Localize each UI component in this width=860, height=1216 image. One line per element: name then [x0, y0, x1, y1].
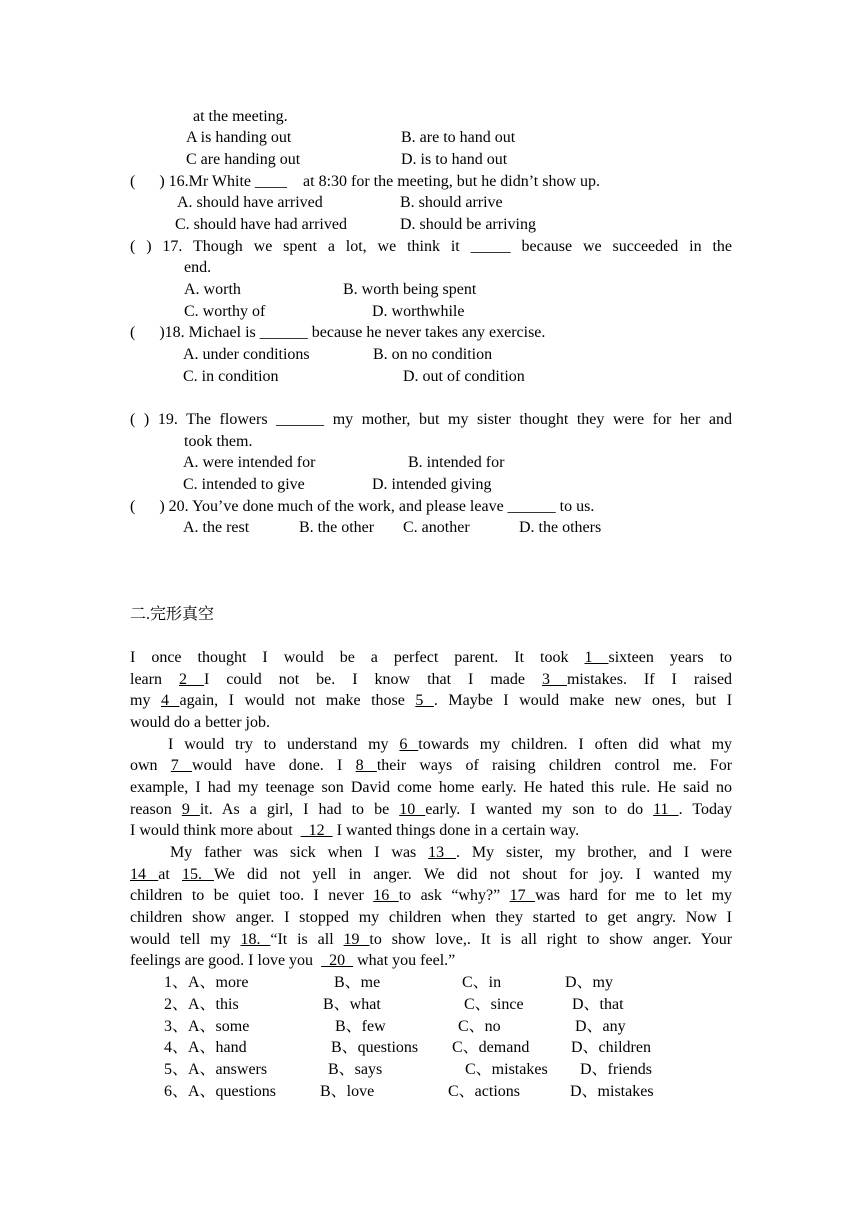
- section-title: 二.完形真空: [130, 606, 215, 623]
- cloze-blank: 13: [428, 844, 457, 861]
- answer-blank: ____: [255, 173, 288, 190]
- cloze-option-4-c: C、demand: [452, 1039, 530, 1056]
- question-15-option-d: D. is to hand out: [401, 151, 508, 168]
- cloze-blank: 6: [399, 736, 419, 753]
- cloze-blank: 9: [181, 801, 200, 818]
- passage-line: reason 9 it. As a girl, I had to be 10 early. I wanted my son to do 11 . Today: [130, 801, 733, 818]
- question-19-cont: took them.: [184, 433, 253, 450]
- question-16-option-a: A. should have arrived: [177, 194, 323, 211]
- cloze-option-1-d: D、my: [565, 974, 614, 991]
- question-20-option-a: A. the rest: [183, 519, 250, 536]
- question-16-option-b: B. should arrive: [400, 194, 503, 211]
- question-19-option-d: D. intended giving: [372, 476, 492, 493]
- answer-paren: ( ): [130, 173, 165, 190]
- cloze-blank: 7: [170, 757, 193, 774]
- question-18-option-d: D. out of condition: [403, 368, 525, 385]
- passage-line: learn 2 I could not be. I know that I made 3 mistakes. If I raised: [130, 671, 733, 688]
- passage-line: I would think more about 12 I wanted things done in a certain way.: [130, 822, 580, 839]
- cloze-blank: 8: [355, 757, 377, 774]
- cloze-blank: 10: [399, 801, 426, 818]
- cloze-option-1-c: C、in: [462, 974, 502, 991]
- question-16-option-c: C. should have had arrived: [175, 216, 347, 233]
- cloze-option-4-a: 4、A、hand: [164, 1039, 247, 1056]
- passage-line: would do a better job.: [130, 714, 270, 731]
- passage-line: I once thought I would be a perfect parent. It took 1 sixteen years to: [130, 649, 733, 666]
- cloze-option-2-d: D、that: [572, 996, 624, 1013]
- cloze-option-5-a: 5、A、answers: [164, 1061, 268, 1078]
- passage-line: 14 at 15. We did not yell in anger. We did not shout for joy. I wanted my: [130, 866, 733, 883]
- passage-line: example, I had my teenage son David come home early. He hated this rule. He said no: [130, 779, 732, 796]
- question-18-option-a: A. under conditions: [183, 346, 310, 363]
- cloze-blank: 5: [415, 692, 434, 709]
- question-15-option-c: C are handing out: [186, 151, 301, 168]
- cloze-blank: 2: [178, 671, 204, 688]
- question-19-option-b: B. intended for: [408, 454, 505, 471]
- question-20-option-d: D. the others: [519, 519, 602, 536]
- question-18-option-b: B. on no condition: [373, 346, 493, 363]
- cloze-option-1-a: 1、A、more: [164, 974, 249, 991]
- cloze-option-2-b: B、what: [323, 996, 381, 1013]
- cloze-option-5-b: B、says: [328, 1061, 383, 1078]
- passage-line: children to be quiet too. I never 16 to ask “why?” 17 was hard for me to let my: [130, 887, 733, 904]
- question-17-option-a: A. worth: [184, 281, 241, 298]
- passage-line: I would try to understand my 6 towards my children. I often did what my: [168, 736, 733, 753]
- cloze-option-5-c: C、mistakes: [465, 1061, 548, 1078]
- cloze-blank: 3: [541, 671, 567, 688]
- question-20-option-b: B. the other: [299, 519, 375, 536]
- question-16-option-d: D. should be arriving: [400, 216, 536, 233]
- cloze-option-6-b: B、love: [320, 1083, 375, 1100]
- passage-line: my 4 again, I would not make those 5 . Maybe I would make new ones, but I: [130, 692, 733, 709]
- passage-line: feelings are good. I love you 20 what you feel.”: [130, 952, 456, 969]
- cloze-blank: 19: [343, 931, 370, 948]
- cloze-blank: 11: [653, 801, 679, 818]
- cloze-blank: 20: [321, 952, 354, 969]
- question-20-option-c: C. another: [403, 519, 470, 536]
- question-17: ( ) 17. Though we spent a lot, we think it _____ because we succeeded in the: [130, 238, 732, 255]
- question-15-option-b: B. are to hand out: [401, 129, 516, 146]
- cloze-option-2-a: 2、A、this: [164, 996, 239, 1013]
- cloze-blank: 18.: [240, 931, 271, 948]
- cloze-option-3-c: C、no: [458, 1018, 501, 1035]
- cloze-blank: 1: [584, 649, 609, 666]
- question-16: [130, 171, 600, 193]
- cloze-option-3-a: 3、A、some: [164, 1018, 250, 1035]
- question-16-rest: at 8:30 for the meeting, but he didn’t show up.: [303, 173, 601, 190]
- passage-line: My father was sick when I was 13 . My sister, my brother, and I were: [170, 844, 733, 861]
- question-20: ( ) 20. You’ve done much of the work, and please leave ______ to us.: [130, 498, 595, 515]
- cloze-option-6-d: D、mistakes: [570, 1083, 654, 1100]
- cloze-blank: 4: [160, 692, 180, 709]
- question-15-tail: at the meeting.: [193, 108, 288, 125]
- question-16-stem: 16.Mr White: [168, 173, 252, 190]
- cloze-option-4-d: D、children: [571, 1039, 651, 1056]
- question-17-cont: end.: [184, 259, 212, 276]
- cloze-option-1-b: B、me: [334, 974, 381, 991]
- cloze-blank: 12: [300, 822, 333, 839]
- question-19-option-c: C. intended to give: [183, 476, 305, 493]
- cloze-option-6-c: C、actions: [448, 1083, 520, 1100]
- cloze-option-2-c: C、since: [464, 996, 524, 1013]
- passage-line: would tell my 18. “It is all 19 to show love,. It is all right to show anger. Your: [130, 931, 733, 948]
- question-19: ( ) 19. The flowers ______ my mother, but my sister thought they were for her and: [130, 411, 732, 428]
- question-17-option-c: C. worthy of: [184, 303, 266, 320]
- cloze-option-5-d: D、friends: [580, 1061, 652, 1078]
- question-17-option-d: D. worthwhile: [372, 303, 465, 320]
- question-17-option-b: B. worth being spent: [343, 281, 477, 298]
- question-18-option-c: C. in condition: [183, 368, 279, 385]
- cloze-option-3-d: D、any: [575, 1018, 626, 1035]
- passage-line: children show anger. I stopped my children when they started to get angry. Now I: [130, 909, 732, 926]
- question-18: ( )18. Michael is ______ because he never takes any exercise.: [130, 324, 546, 341]
- cloze-blank: 17: [509, 887, 536, 904]
- cloze-blank: 15.: [181, 866, 214, 883]
- passage-line: own 7 would have done. I 8 their ways of raising children control me. For: [130, 757, 733, 774]
- cloze-option-3-b: B、few: [335, 1018, 386, 1035]
- cloze-blank: 16: [373, 887, 399, 904]
- question-15-option-a: A is handing out: [186, 129, 292, 146]
- question-19-option-a: A. were intended for: [183, 454, 316, 471]
- cloze-blank: 14: [130, 866, 159, 883]
- cloze-option-4-b: B、questions: [331, 1039, 419, 1056]
- cloze-option-6-a: 6、A、questions: [164, 1083, 277, 1100]
